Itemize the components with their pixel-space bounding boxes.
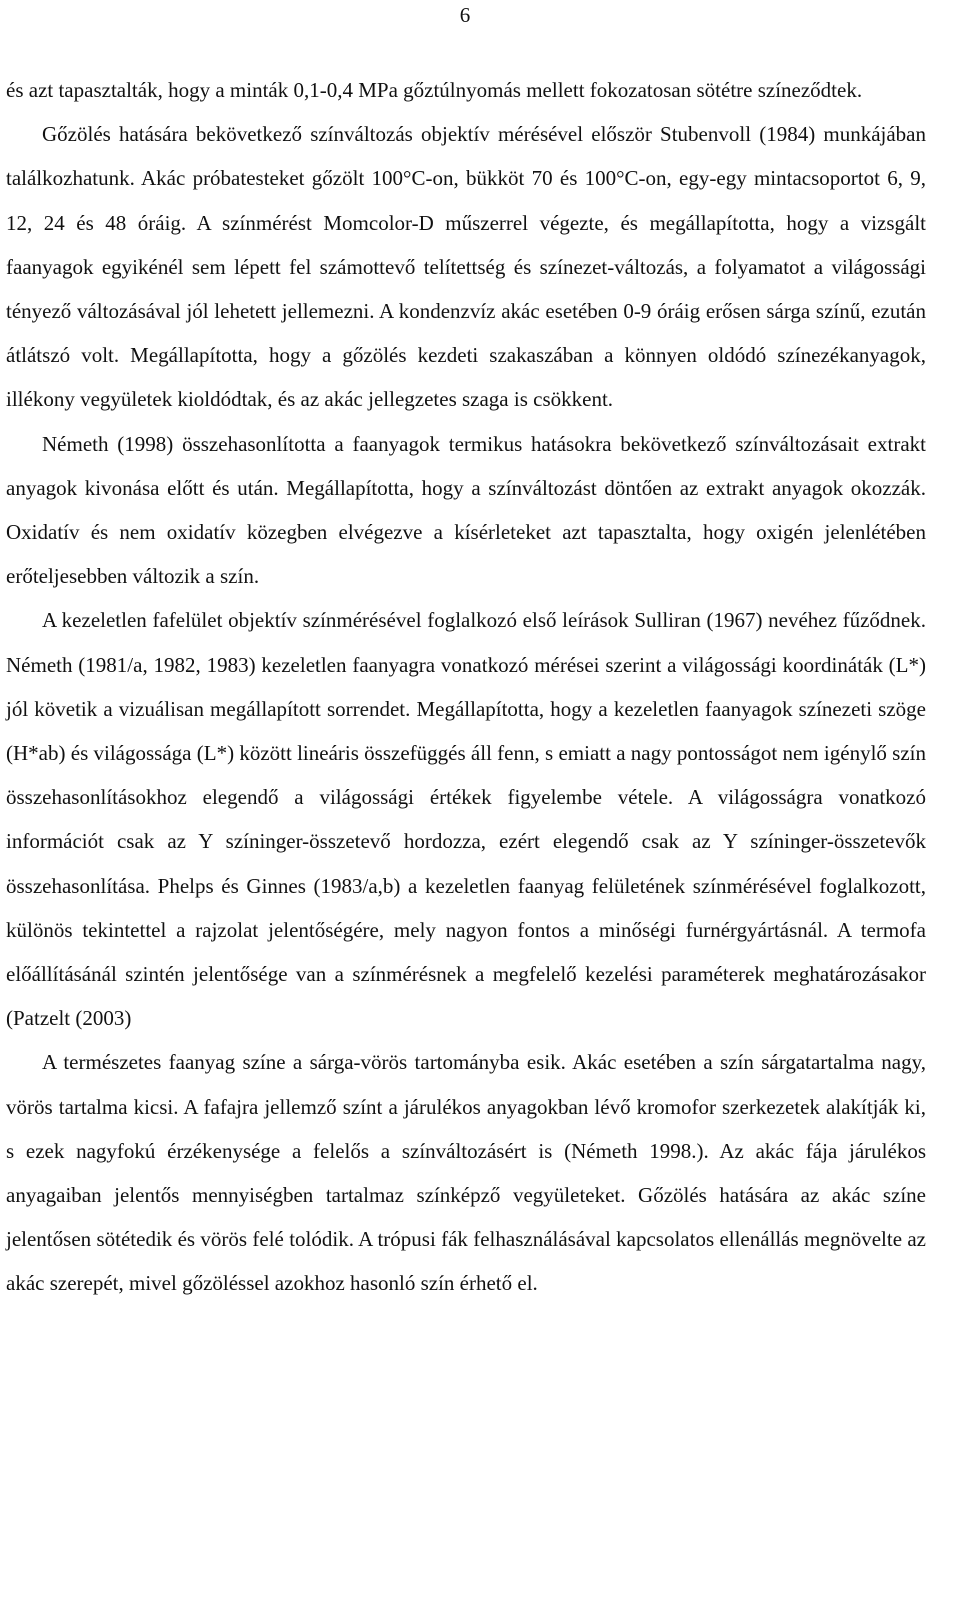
paragraph-5: A természetes faanyag színe a sárga-vörös tartományba esik. Akác esetében a szín sárgatartalma nagy, vörös tartalma kicsi. A fafajra jellemző színt a járulékos anyagokban lévő kromofor szerkezetek alakítják ki, s ezek nagyfokú érzékenysége a felelős a színváltozásért is (Németh 1998.). Az akác fája járulékos anyagaiban jelentős mennyiségben tartalmaz színképző vegyületeket. Gőzölés hatására az akác színe jelentősen sötétedik és vörös felé tolódik. A trópusi fák felhasználásával kapcsolatos ellenállás megnövelte az akác szerepét, mivel gőzöléssel azokhoz hasonló szín érhető el. (6, 1050, 926, 1296)
page-number: 6 (459, 3, 471, 27)
paragraph-2: Gőzölés hatására bekövetkező színváltozás objektív mérésével először Stubenvoll (1984) munkájában találkozhatunk. Akác próbatesteket gőzölt 100°C-on, bükköt 70 és 100°C-on, egy-egy mintacsoportot 6, 9, 12, 24 és 48 óráig. A színmérést Momcolor-D műszerrel végezte, és megállapította, hogy a vizsgált faanyagok egyikénél sem lépett fel számottevő telítettség és színezet-változás, a folyamatot a világossági tényező változásával jól lehetett jellemezni. A kondenzvíz akác esetében 0-9 óráig erősen sárga színű, ezután átlátszó volt. Megállapította, hogy a gőzölés kezdeti szakaszában a könnyen oldódó színezékanyagok, illékony vegyületek kioldódtak, és az akác jellegzetes szaga is csökkent. (6, 122, 926, 412)
paragraph-1: és azt tapasztalták, hogy a minták 0,1-0,4 MPa gőztúlnyomás mellett fokozatosan sötétre színeződtek. (6, 78, 863, 102)
body-text (6, 68, 926, 1306)
paragraph-4: A kezeletlen fafelület objektív színmérésével foglalkozó első leírások Sulliran (1967) nevéhez fűződnek. Németh (1981/a, 1982, 1983) kezeletlen faanyagra vonatkozó mérései szerint a világossági koordináták (L*) jól követik a vizuálisan megállapított sorrendet. Megállapította, hogy a kezeletlen faanyagok színezeti szöge (H*ab) és világossága (L*) között lineáris összefüggés áll fenn, s emiatt a nagy pontosságot nem igénylő szín összehasonlításokhoz elegendő a világossági értékek figyelembe vétele. A világosságra vonatkozó információt csak az Y színinger-összetevő hordozza, ezért elegendő csak az Y színinger-összetevők összehasonlítása. Phelps és Ginnes (1983/a,b) a kezeletlen faanyag felületének színmérésével foglalkozott, különös tekintettel a rajzolat jelentőségére, mely nagyon fontos a minőségi furnérgyártásnál. A termofa előállításánál szintén jelentősége van a színmérésnek a megfelelő kezelési paraméterek meghatározásakor (Patzelt (2003) (6, 608, 926, 1031)
paragraph-3: Németh (1998) összehasonlította a faanyagok termikus hatásokra bekövetkező színváltozásait extrakt anyagok kivonása előtt és után. Megállapította, hogy a színváltozást döntően az extrakt anyagok okozzák. Oxidatív és nem oxidatív közegben elvégezve a kísérleteket azt tapasztalta, hogy oxigén jelenlétében erőteljesebben változik a szín. (6, 431, 926, 589)
